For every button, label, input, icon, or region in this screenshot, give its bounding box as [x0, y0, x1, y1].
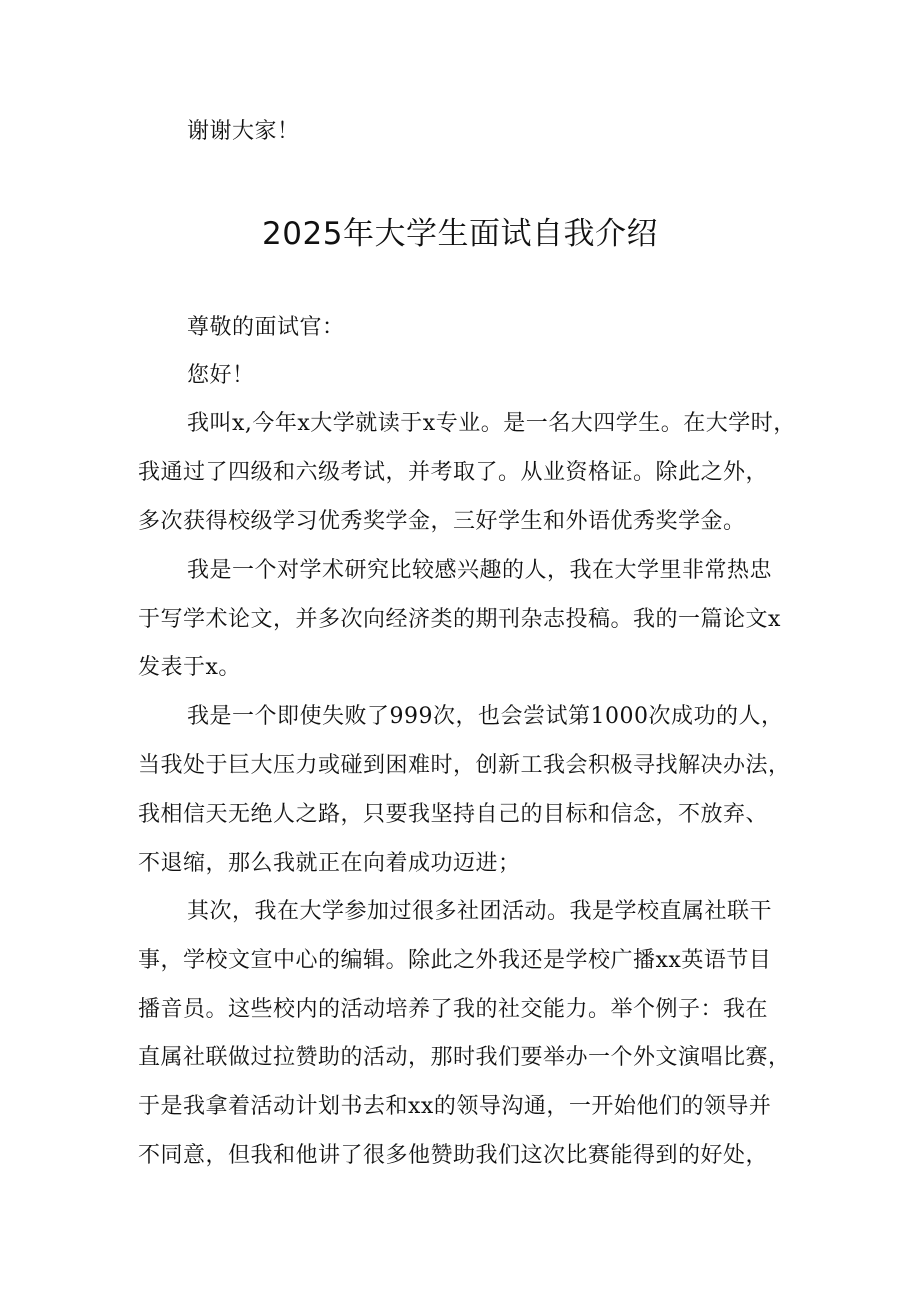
- paragraph-line: 不退缩，那么我就正在向着成功迈进；: [138, 851, 521, 876]
- paragraph-line: 我通过了四级和六级考试，并考取了。从业资格证。除此之外，: [138, 460, 769, 485]
- salutation: 尊敬的面试官：: [187, 315, 345, 340]
- page-title: 2025年大学生面试自我介绍: [262, 216, 658, 252]
- paragraph-line: 事，学校文宣中心的编辑。除此之外我还是学校广播xx英语节目: [138, 948, 772, 973]
- paragraph-line: 当我处于巨大压力或碰到困难时，创新工我会积极寻找解决办法，: [138, 753, 791, 778]
- paragraph-line: 发表于x。: [138, 655, 241, 680]
- paragraph-line: 播音员。这些校内的活动培养了我的社交能力。举个例子：我在: [138, 997, 769, 1022]
- paragraph-line: 我是一个对学术研究比较感兴趣的人，我在大学里非常热忠: [187, 558, 773, 583]
- paragraph-line: 我相信天无绝人之路，只要我坚持自己的目标和信念，不放弃、: [138, 802, 769, 827]
- paragraph-line: 我叫x,今年x大学就读于x专业。是一名大四学生。在大学时，: [187, 411, 796, 436]
- closing-text: 谢谢大家！: [187, 119, 300, 144]
- paragraph-line: 其次，我在大学参加过很多社团活动。我是学校直属社联干: [187, 899, 773, 924]
- paragraph-line: 于写学术论文，并多次向经济类的期刊杂志投稿。我的一篇论文x: [138, 607, 781, 632]
- paragraph-line: 于是我拿着活动计划书去和xx的领导沟通，一开始他们的领导并: [138, 1094, 772, 1119]
- paragraph-line: 多次获得校级学习优秀奖学金，三好学生和外语优秀奖学金。: [138, 509, 746, 534]
- paragraph-line: 直属社联做过拉赞助的活动，那时我们要举办一个外文演唱比赛，: [138, 1045, 791, 1070]
- paragraph-line: 我是一个即使失败了999次，也会尝试第1000次成功的人，: [187, 704, 784, 729]
- greeting: 您好！: [187, 363, 255, 388]
- paragraph-line: 不同意，但我和他讲了很多他赞助我们这次比赛能得到的好处，: [138, 1143, 769, 1168]
